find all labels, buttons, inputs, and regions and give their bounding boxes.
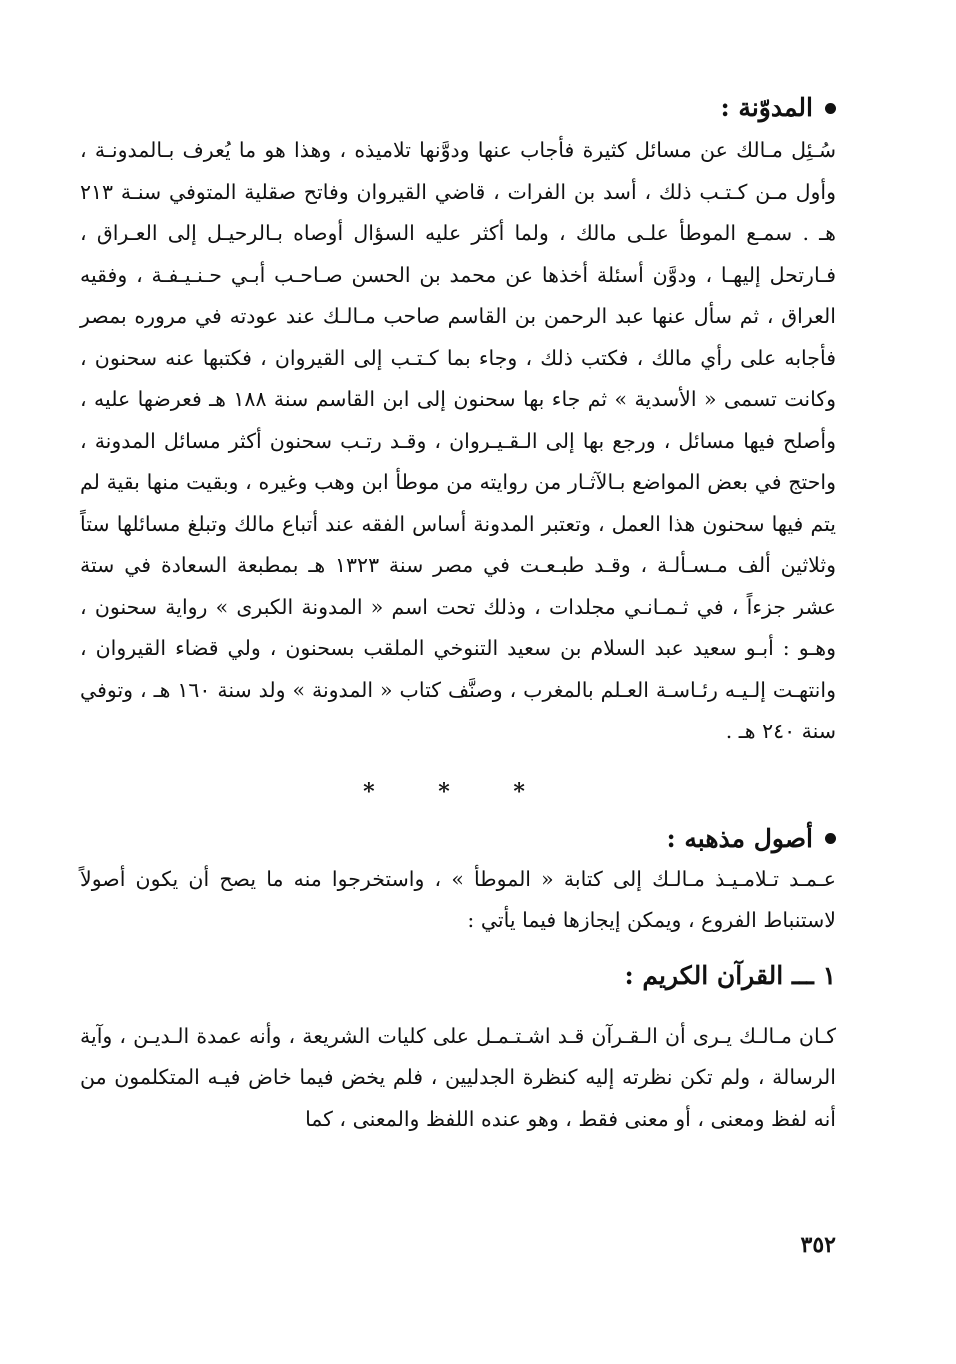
section-paragraph-quran [80,1016,836,1141]
page-number: ٣٥٢ [800,1232,836,1258]
bullet-icon [825,103,836,114]
section-heading-text: ١ ـــ القرآن الكريم : [624,960,836,990]
section-heading-mudawwana [80,88,836,128]
section-separator: * * * [363,778,553,805]
paragraph-text: كـان مـالـك يـرى أن الـقـرآن قـد اشـتـمـل على كليات الشريعة ، وأنه عمدة الـديـن ، وآية الرسالة ، ولم تكن نظرته إليه كنظرة الجدليين ، فلم يخض فيما خاض فيـه المتكلمون من أنه لفظ ومعنى ، أو معنى فقط ، وهو عنده اللفظ والمعنى ، كما [80,1023,836,1131]
bullet-icon [825,833,836,844]
page-content [80,88,836,1364]
section-heading-quran [80,956,836,996]
section-heading-text: أصول مذهبه : [666,823,813,853]
section-paragraph-mudawwana [80,130,836,753]
section-heading-usul [80,819,836,859]
section-heading-text: المدوّنة : [720,93,813,122]
section-paragraph-usul [80,859,836,942]
paragraph-text: سُـئِل مـالك عن مسائل كثيرة فأجاب عنها ودوَّنها تلاميذه ، وهذا هو ما يُعرف بـالمدونـة ، وأول مـن كـتـب ذلك ، أسد بن الفرات ، قاضي القيروان وفاتح صقلية المتوفي سنـة ٢١٣ هـ . سمـع الموطأ علـى مالك ، ولما أكثر عليه السؤال أوصاه بـالرحيـل إلى العـراق ، فـارتحل إليهـا ، ودوَّن أسئلة أخذها عن محمد بن الحسن صـاحـب أبـي حـنـيـفـة ، وفقيه العراق ، ثم سأل عنها عبد الرحمن بن القاسم صاحب مـالـك عند عودته في مروره بمصر فأجابه على رأي مالك ، فكتب ذلك ، وجاء بما كـتـب إلى القيروان ، فكتبها عنه سحنون ، وكانت تسمى « الأسدية » ثم جاء بها سحنون إلى ابن القاسم سنة ١٨٨ هـ فعرضها عليه ، وأصلح فيها مسائل ، ورجع بها إلى الـقـيـروان ، وقـد رتـب سحنون أكثر مسائل المدونة ، واحتج في بعض المواضع بـالآثـار من روايته من موطأ ابن وهب وغيره ، وبقيت منها بقية لم يتم فيها سحنون هذا العمل ، وتعتبر المدونة أساس الفقه عند أتباع مالك وتبلغ مسائلها ستاً وثلاثين ألف مـسـألـة ، وقـد طبـعـت في مصر سنة ١٣٢٣ هـ بمطبعة السعادة في ستة عشر جزءاً ، في ثـمـانـي مجلدات ، وذلك تحت اسم « المدونة الكبرى » رواية سحنون ، وهـو : أبـو سعيد عبد السلام بن سعيد التنوخي الملقب بسحنون ، ولي قضاء القيروان ، وانتهـت إلـيـه رئـاسـة العـلم بالمغرب ، وصنَّف كتاب « المدونة » ولد سنة ١٦٠ هـ ، وتوفي سنة ٢٤٠ هـ . [80,138,837,743]
paragraph-text: عـمـد تـلامـيـذ مـالـك إلى كتابة « الموطأ » ، واستخرجوا منه ما يصح أن يكون أصولاً لاستنباط الفروع ، ويمكن إيجازها فيما يأتي : [80,866,836,932]
